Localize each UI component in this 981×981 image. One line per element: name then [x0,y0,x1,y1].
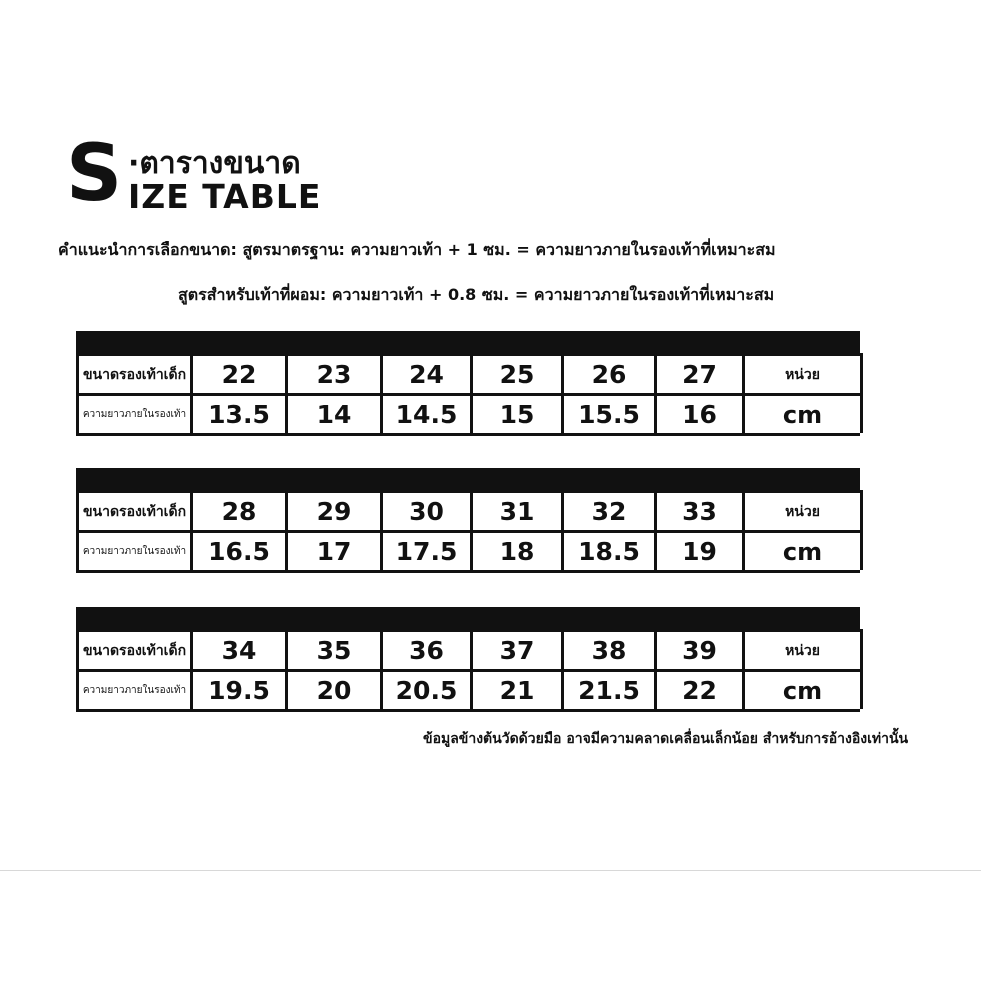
table-header-bar [76,468,860,490]
size-cell: 31 [473,490,564,530]
title-english: IZE TABLE [128,177,322,216]
size-cell: 37 [473,629,564,669]
title-big-letter: S [66,129,123,219]
size-cell: 39 [657,629,745,669]
formula-standard: คำแนะนำการเลือกขนาด: สูตรมาตรฐาน: ความยาวเท้า + 1 ซม. = ความยาวภายในรองเท้าที่เหมาะสม [58,240,776,259]
length-cell: 19 [657,530,745,570]
size-table-1 [76,331,860,436]
size-cell: 25 [473,353,564,393]
formula-slim-feet: สูตรสำหรับเท้าที่ผอม: ความยาวเท้า + 0.8 ซม. = ความยาวภายในรองเท้าที่เหมาะสม [178,285,775,304]
size-cell: 33 [657,490,745,530]
row-label-size: ขนาดรองเท้าเด็ก [79,490,193,530]
length-cell: 17 [288,530,383,570]
unit-length-cell: cm [745,393,863,433]
length-cell: 21.5 [564,669,657,709]
length-cell: 15.5 [564,393,657,433]
size-cell: 22 [193,353,288,393]
size-cell: 24 [383,353,473,393]
length-cell: 22 [657,669,745,709]
table-header-bar [76,331,860,353]
unit-length-cell: cm [745,669,863,709]
row-label-size: ขนาดรองเท้าเด็ก [79,629,193,669]
length-cell: 17.5 [383,530,473,570]
length-cell: 14.5 [383,393,473,433]
size-table-3 [76,607,860,712]
size-table-2 [76,468,860,573]
length-cell: 20.5 [383,669,473,709]
measurement-note: ข้อมูลข้างต้นวัดด้วยมือ อาจมีความคลาดเคลื่อนเล็กน้อย สำหรับการอ้างอิงเท่านั้น [423,731,909,747]
table-header-bar [76,607,860,629]
size-cell: 27 [657,353,745,393]
length-cell: 20 [288,669,383,709]
size-cell: 32 [564,490,657,530]
size-table-title [66,129,366,220]
table-grid [76,629,860,712]
title-thai: ·ตารางขนาด [128,146,301,181]
length-cell: 16 [657,393,745,433]
table-grid [76,490,860,573]
size-cell: 30 [383,490,473,530]
unit-size-cell: หน่วย [745,629,863,669]
table-grid [76,353,860,436]
length-cell: 18 [473,530,564,570]
unit-size-cell: หน่วย [745,490,863,530]
length-cell: 14 [288,393,383,433]
length-cell: 13.5 [193,393,288,433]
size-cell: 35 [288,629,383,669]
row-label-length: ความยาวภายในรองเท้า [79,530,193,570]
length-cell: 18.5 [564,530,657,570]
size-cell: 36 [383,629,473,669]
size-cell: 26 [564,353,657,393]
length-cell: 19.5 [193,669,288,709]
unit-length-cell: cm [745,530,863,570]
size-cell: 38 [564,629,657,669]
length-cell: 16.5 [193,530,288,570]
unit-size-cell: หน่วย [745,353,863,393]
length-cell: 15 [473,393,564,433]
length-cell: 21 [473,669,564,709]
row-label-length: ความยาวภายในรองเท้า [79,669,193,709]
row-label-size: ขนาดรองเท้าเด็ก [79,353,193,393]
size-cell: 34 [193,629,288,669]
row-label-length: ความยาวภายในรองเท้า [79,393,193,433]
size-cell: 23 [288,353,383,393]
size-cell: 29 [288,490,383,530]
bottom-divider [0,870,981,871]
size-cell: 28 [193,490,288,530]
